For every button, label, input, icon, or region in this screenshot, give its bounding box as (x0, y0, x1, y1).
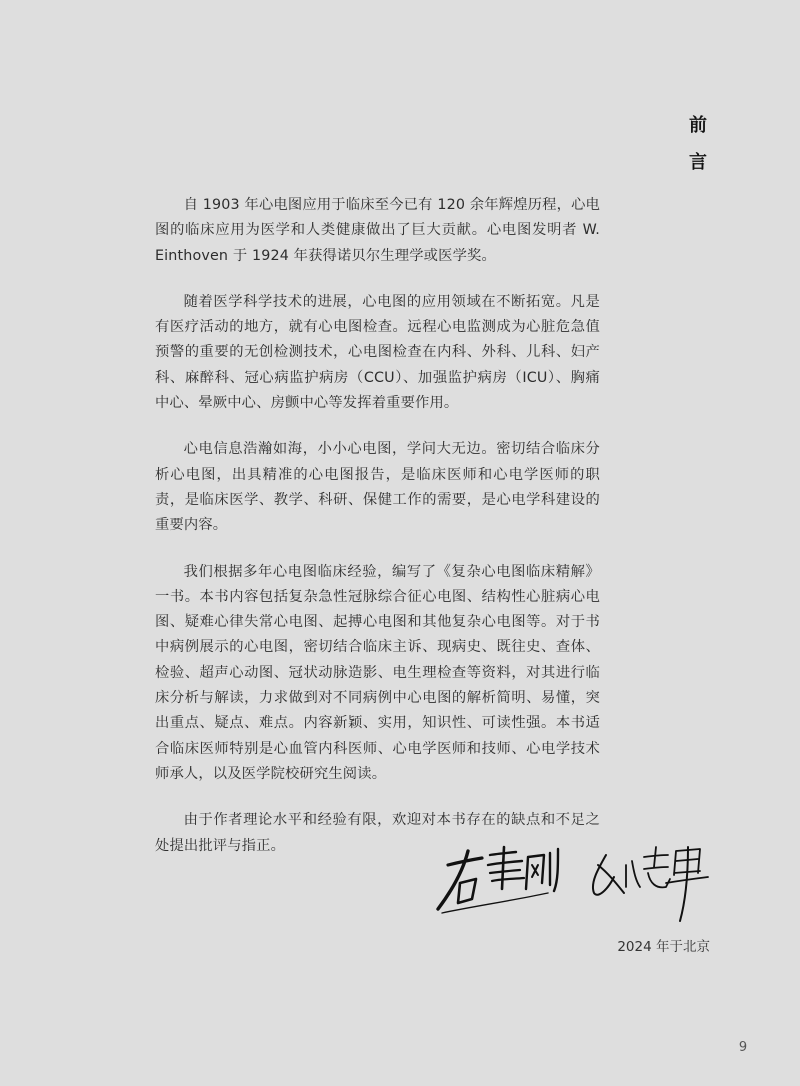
page-number: 9 (738, 1040, 748, 1055)
paragraph-3: 心电信息浩瀚如海，小小心电图，学问大无边。密切结合临床分析心电图，出具精准的心电图报告，是临床医师和心电学医师的职责，是临床医学、教学、科研、保健工作的需要，是心电学科建设的重要内容。 (155, 441, 600, 534)
signature-place-date: 2024 年于北京 (617, 939, 710, 955)
paragraph-1: 自 1903 年心电图应用于临床至今已有 120 余年辉煌历程，心电图的临床应用为医学和人类健康做出了巨大贡献。心电图发明者 W. Einthoven 于 1924 年获得诺贝尔生理学或医学奖。 (155, 197, 600, 264)
paragraph-4: 我们根据多年心电图临床经验，编写了《复杂心电图临床精解》一书。本书内容包括复杂急性冠脉综合征心电图、结构性心脏病心电图、疑难心律失常心电图、起搏心电图和其他复杂心电图等。对于书中病例展示的心电图，密切结合临床主诉、现病史、既往史、查体、检验、超声心动图、冠状动脉造影、电生理检查等资料，对其进行临床分析与解读，力求做到对不同病例中心电图的解析简明、易懂，突出重点、疑点、难点。内容新颖、实用，知识性、可读性强。本书适合临床医师特别是心血管内科医师、心电学医师和技师、心电学技术师承人，以及医学院校研究生阅读。 (155, 563, 600, 782)
author-signatures (430, 843, 720, 923)
signature-2 (593, 847, 708, 921)
paragraph-2: 随着医学科学技术的进展，心电图的应用领域在不断拓宽。凡是有医疗活动的地方，就有心电图检查。远程心电监测成为心脏危急值预警的重要的无创检测技术，心电图检查在内科、外科、儿科、妇产科、麻醉科、冠心病监护病房（CCU）、加强监护病房（ICU）、胸痛中心、晕厥中心、房颤中心等发挥着重要作用。 (155, 293, 600, 412)
page-title (683, 116, 713, 173)
paragraph-5: 由于作者理论水平和经验有限，欢迎对本书存在的缺点和不足之处提出批评与指正。 (155, 812, 600, 854)
signature-1 (438, 847, 558, 913)
title-char-2: 言 (689, 152, 707, 173)
preface-body (155, 193, 600, 880)
title-char-1: 前 (689, 115, 707, 136)
handwritten-signatures-image (430, 843, 720, 923)
